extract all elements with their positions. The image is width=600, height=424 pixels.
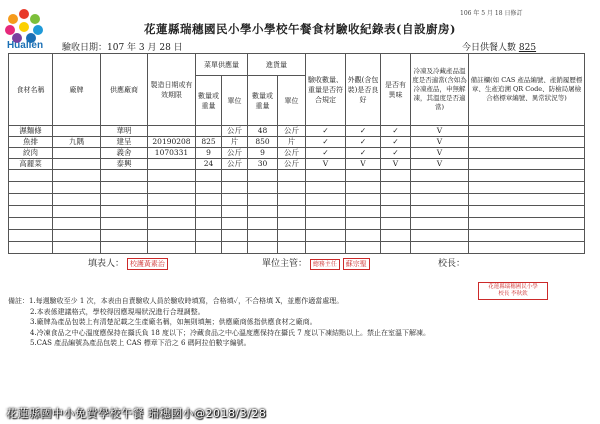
cell-spec: ✓ — [306, 148, 346, 159]
cell-package: ✓ — [346, 126, 381, 137]
table-row — [9, 126, 585, 137]
header-brand: 廠牌 — [53, 54, 101, 126]
table-row — [9, 230, 585, 242]
header-spec: 驗收數量、重量是否符合規定 — [306, 54, 346, 126]
header-supplier: 供應廠商 — [101, 54, 148, 126]
logo-text: Hualien — [6, 40, 44, 51]
unit-supervisor-label: 單位主管： — [262, 259, 308, 269]
cell-smell: ✓ — [381, 137, 411, 148]
cell-brand — [53, 148, 101, 159]
cell-mfg — [148, 126, 196, 137]
cell-cold: V — [411, 137, 469, 148]
table-row — [9, 170, 585, 182]
header-arrival-group: 進貨量 — [248, 54, 306, 76]
cell-supplier: 泰興 — [101, 159, 148, 170]
cell-supplier: 建呈 — [101, 137, 148, 148]
cell-qty: 825 — [196, 137, 222, 148]
inspection-date: 驗收日期：107 年 3 月 28 日 — [62, 43, 183, 53]
principal-stamp-top: 花蓮縣瑞穗國民小學 — [488, 284, 538, 290]
cell-remarks — [469, 159, 585, 170]
meal-count-label: 今日供餐人數 — [462, 43, 517, 53]
cell-qty: 24 — [196, 159, 222, 170]
principal-label: 校長： — [438, 259, 466, 269]
cell-smell: V — [381, 159, 411, 170]
note-line: 備註：1.每週驗收至少 1 次，本表由自責驗收人員於驗收時填寫，合格填✓，不合格填 X，並應作適當處理。 — [8, 297, 344, 305]
header-cold: 冷凍及冷藏產品溫度是否適當(含如為冷凍產品，申無解凍，其溫度是否適當) — [411, 54, 469, 126]
cell-arrival-unit: 公斤 — [278, 148, 306, 159]
cell-cold: V — [411, 159, 469, 170]
table-row — [9, 218, 585, 230]
cell-qty: 9 — [196, 148, 222, 159]
header-arrival-qty: 數量或重量 — [248, 76, 278, 126]
note-line: 5.CAS 產品編號為產品包裝上 CAS 標章下沿之 6 碼阿拉伯數字編號。 — [30, 339, 251, 347]
cell-unit: 公斤 — [222, 126, 248, 137]
cell-arrival-qty: 9 — [248, 148, 278, 159]
cell-unit: 公斤 — [222, 159, 248, 170]
header-arrival-unit: 單位 — [278, 76, 306, 126]
page-title: 花蓮縣瑞穗國民小學小學校午餐食材驗收紀錄表(自設廚房) — [144, 22, 456, 36]
header-remarks: 備註欄(如 CAS 產品編號、產銷履歷標章、生產追溯 QR Code、防檢局屠檢合格標章編號、異常狀況等) — [469, 54, 585, 126]
cell-qty — [196, 126, 222, 137]
cell-unit: 片 — [222, 137, 248, 148]
cell-mfg: 20190208 — [148, 137, 196, 148]
table-row — [9, 242, 585, 254]
table-row — [9, 148, 585, 159]
cell-smell: ✓ — [381, 126, 411, 137]
cell-brand: 九隅 — [53, 137, 101, 148]
cell-cold: V — [411, 148, 469, 159]
notes-label: 備註： — [8, 297, 29, 305]
cell-package: V — [346, 159, 381, 170]
cell-name: 魚排 — [9, 137, 53, 148]
cell-remarks — [469, 137, 585, 148]
cell-supplier: 義舍 — [101, 148, 148, 159]
header-contract-qty: 數量或重量 — [196, 76, 222, 126]
cell-brand — [53, 159, 101, 170]
header-contract-group: 菜單供應量 — [196, 54, 248, 76]
cell-cold: V — [411, 126, 469, 137]
table-row — [9, 194, 585, 206]
cell-name: 濕麵條 — [9, 126, 53, 137]
cell-arrival-qty: 850 — [248, 137, 278, 148]
cell-name: 絞肉 — [9, 148, 53, 159]
cell-spec: ✓ — [306, 126, 346, 137]
unit-supervisor-stamp-title: 總務主任 — [310, 259, 340, 270]
table-row — [9, 137, 585, 148]
unit-supervisor-stamp-name: 蘇宗聖 — [343, 258, 370, 270]
note-line: 4.冷凍食品之中心溫度應保持在攝氏負 18 度以下；冷藏食品之中心溫度應保持在攝氏 7 度以下凍結點以上。禁止在室溫下解凍。 — [30, 328, 430, 337]
cell-spec: V — [306, 159, 346, 170]
note-line: 3.廠牌為產品包裝上有清楚記載之生產廠名稱，如無則填無；供應廠商係指供應食材之廠商。 — [30, 318, 317, 326]
header-mfg-date: 製造日期或有效期限 — [148, 54, 196, 126]
filler-label: 填表人： — [88, 259, 125, 269]
cell-mfg: 1070331 — [148, 148, 196, 159]
revision-date: 106 年 5 月 18 日修訂 — [460, 10, 523, 17]
principal-signature — [438, 256, 465, 269]
cell-remarks — [469, 148, 585, 159]
cell-arrival-unit: 公斤 — [278, 159, 306, 170]
table-row — [9, 206, 585, 218]
principal-stamp-bottom: 校長 李秋欽 — [498, 291, 528, 297]
cell-smell: ✓ — [381, 148, 411, 159]
cell-arrival-qty: 30 — [248, 159, 278, 170]
cell-remarks — [469, 126, 585, 137]
photo-caption: 花蓮縣國中小免費學校午餐 瑞穗國小@2018/3/28 — [6, 407, 267, 420]
header-smell: 是否有異味 — [381, 54, 411, 126]
unit-supervisor-signature — [262, 256, 370, 269]
table-row — [9, 182, 585, 194]
meal-count-value: 825 — [518, 43, 537, 53]
header-package: 外觀(含包裝)是否良好 — [346, 54, 381, 126]
cell-mfg — [148, 159, 196, 170]
cell-spec: ✓ — [306, 137, 346, 148]
cell-arrival-unit: 公斤 — [278, 126, 306, 137]
header-contract-unit: 單位 — [222, 76, 248, 126]
filler-stamp: 校護黃素治 — [127, 258, 168, 270]
cell-arrival-qty: 48 — [248, 126, 278, 137]
inspection-table — [8, 53, 585, 254]
meal-count — [462, 40, 536, 53]
notes-section — [8, 296, 588, 349]
cell-package: ✓ — [346, 148, 381, 159]
cell-arrival-unit: 片 — [278, 137, 306, 148]
filler-signature — [88, 256, 168, 269]
cell-brand — [53, 126, 101, 137]
cell-name: 高麗菜 — [9, 159, 53, 170]
header-ingredient: 食材名稱 — [9, 54, 53, 126]
table-row — [9, 159, 585, 170]
cell-unit: 公斤 — [222, 148, 248, 159]
cell-supplier: 華明 — [101, 126, 148, 137]
cell-package: ✓ — [346, 137, 381, 148]
note-line: 2.本表係建議格式，學校得因應現場狀況進行合理調整。 — [30, 307, 205, 316]
